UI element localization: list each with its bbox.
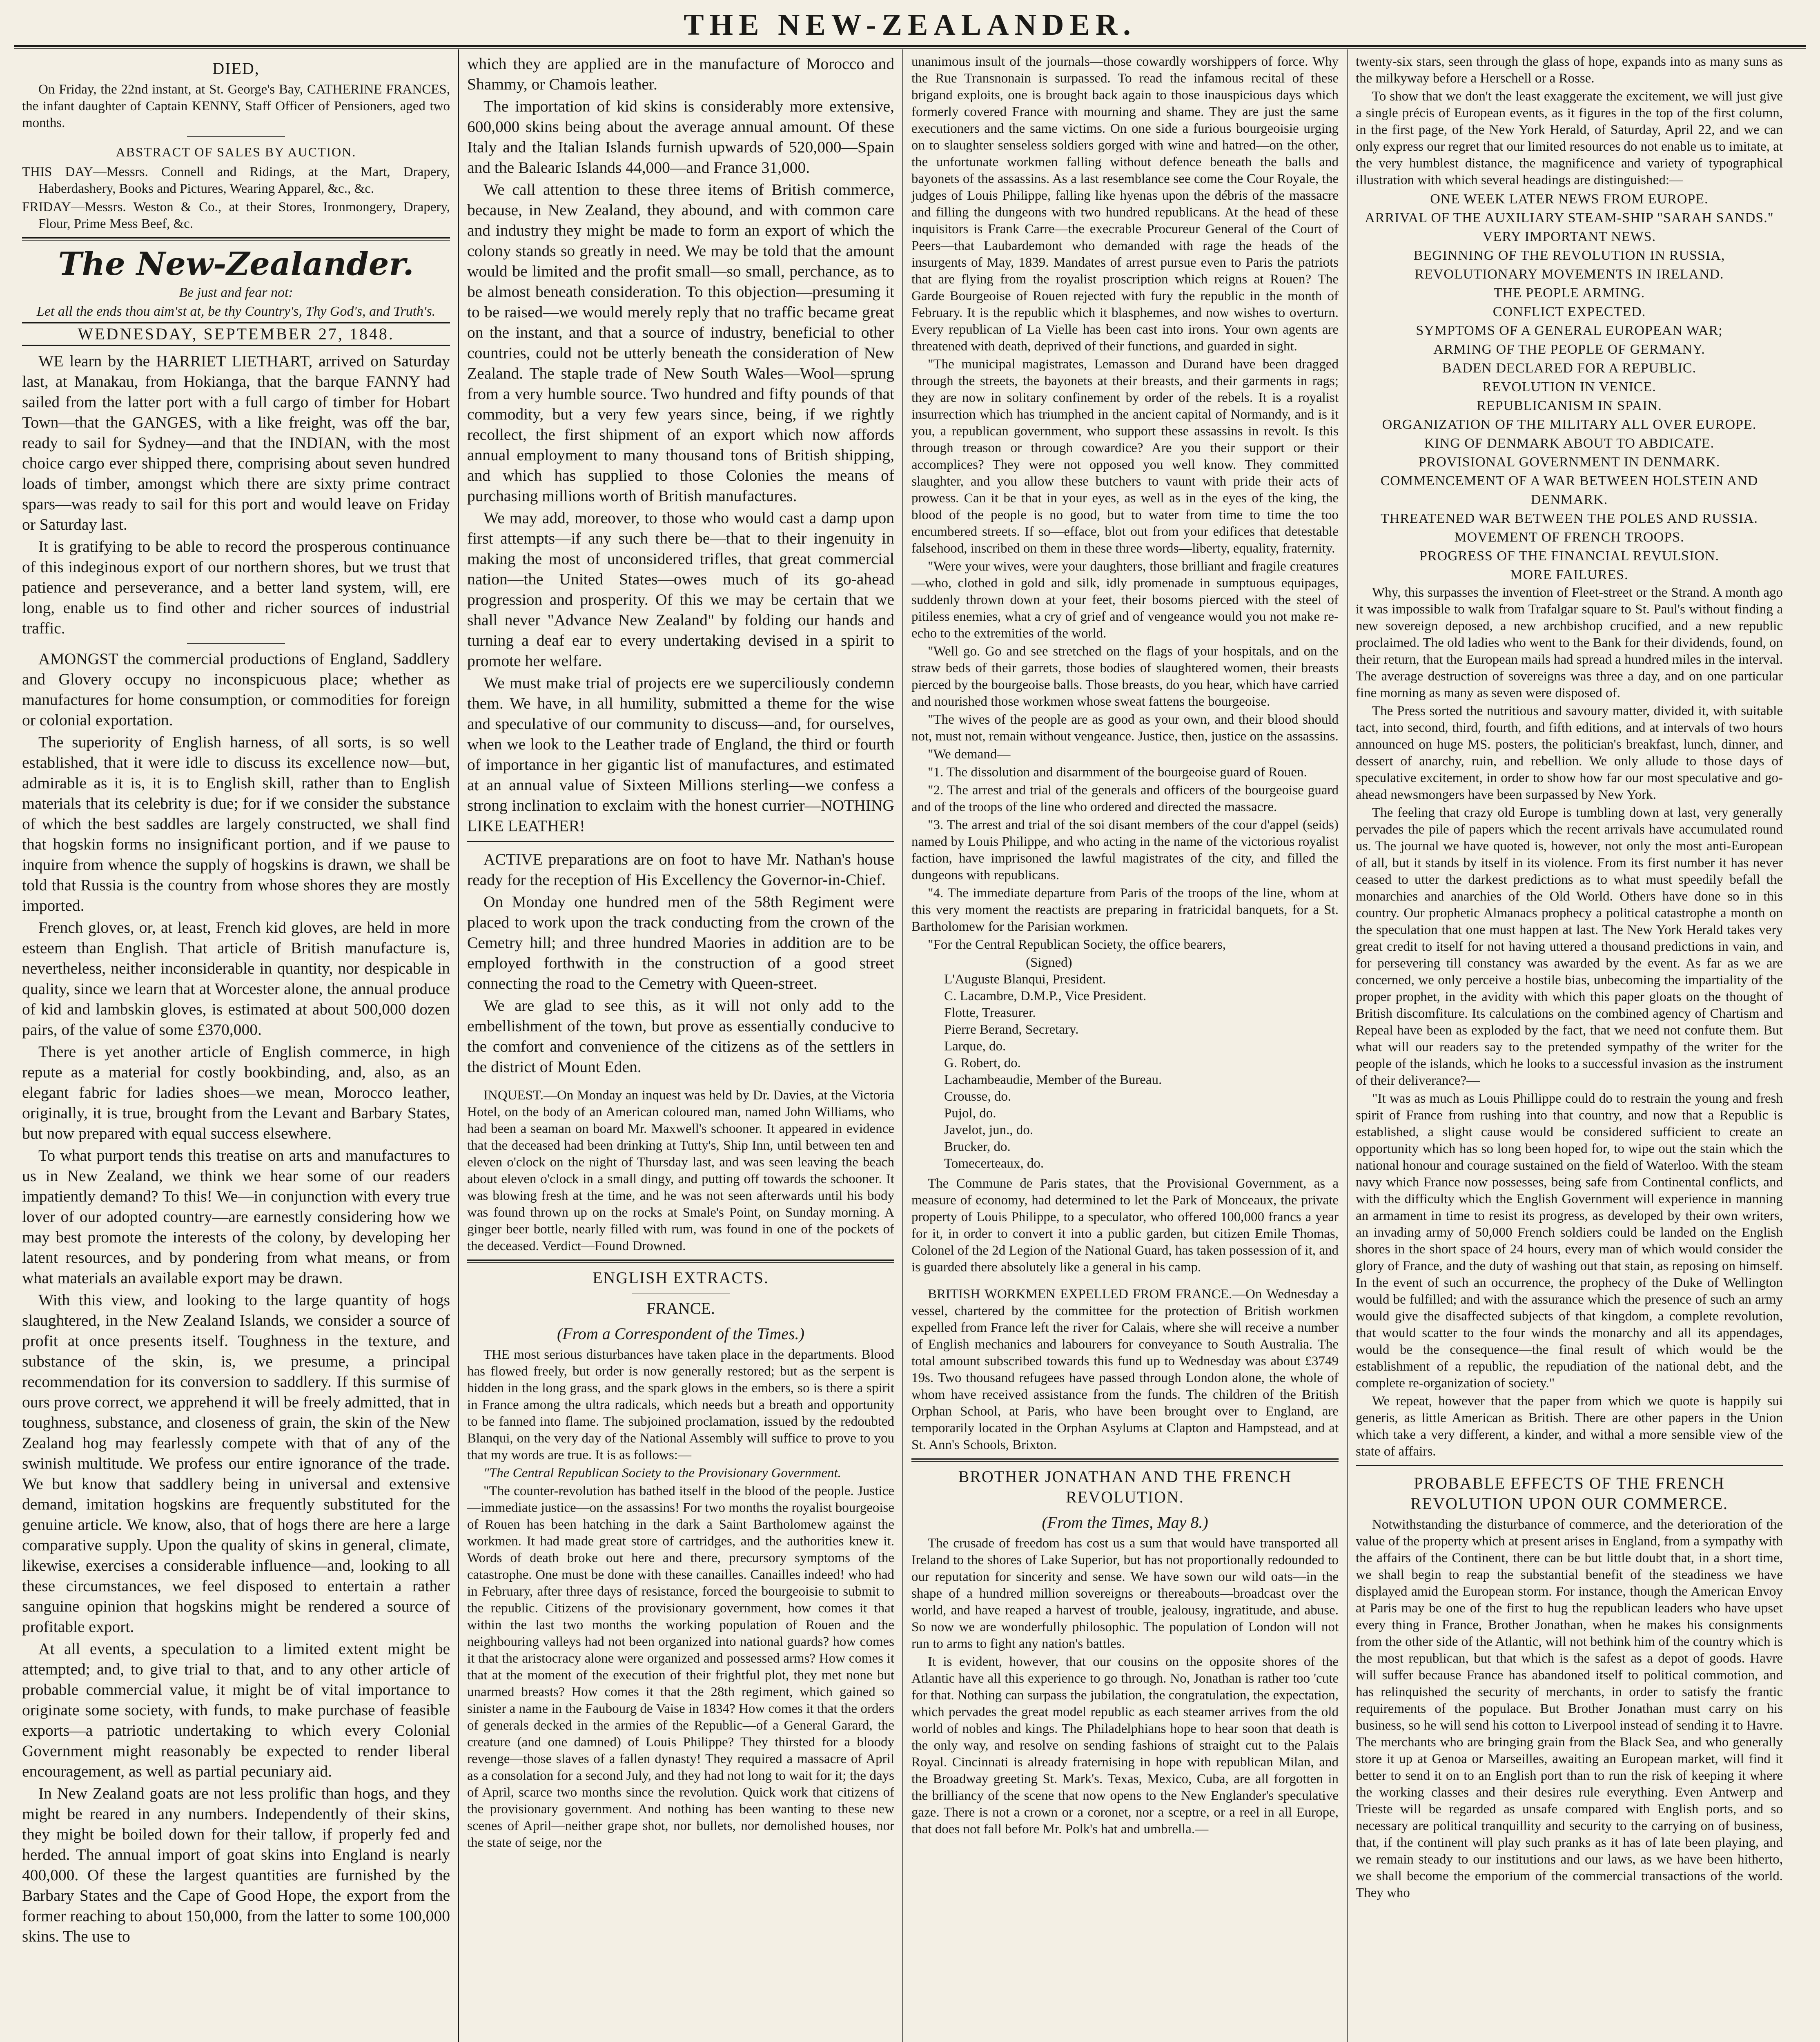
- signature-line: Flotte, Treasurer.: [944, 1005, 1036, 1020]
- signature-line: Larque, do.: [944, 1039, 1006, 1054]
- article-paragraph: "3. The arrest and trial of the soi disant members of the cour d'appel (seids) named by Louis Philippe, and who acting in the name of the victorious royalist faction, have imprisoned the lawful magistrates of the city, and filled the dungeons with republicans.: [911, 818, 1339, 883]
- masthead-title: THE NEW-ZEALANDER.: [684, 8, 1136, 42]
- article-paragraph: twenty-six stars, seen through the glass of hope, expands into as many suns as the milkyway before a Herschell or a Rosse.: [1356, 54, 1783, 86]
- signature-line: Lachambeaudie, Member of the Bureau.: [944, 1072, 1162, 1087]
- signature-line: Pierre Berand, Secretary.: [944, 1022, 1079, 1037]
- headline-item: REPUBLICANISM IN SPAIN.: [1477, 398, 1662, 413]
- article-paragraph: On Monday one hundred men of the 58th Regiment were placed to work upon the track conducting from the crown of the Cemetry hill; and three hundred Maories in addition are to be employed forthwith in the construction of a good street connecting the road to the Cemetry with Queen-street.: [467, 893, 894, 992]
- column-2: [458, 49, 902, 2042]
- article-paragraph: Notwithstanding the disturbance of commerce, and the deterioration of the value of the property which at present arises in England, from a sympathy with the affairs of the Continent, there can be but little doubt that, in a short time, we shall begin to reap the substantial benefit of the steadiness we have displayed amid the European storm. For instance, though the American Envoy at Paris may be one of the first to hug the republican leaders who have upset every thing in France, Brother Jonathan, when he makes his consignments from the other side of the Atlantic, will not bethink him of the country which is the most republican, but that which is the safest as a depot of goods. Havre will suffer because France has abandoned itself to political commotion, and has relinquished the security of merchants, in order to satisfy the frantic requirements of the populace. But Brother Jonathan must carry on his business, so he will send his cotton to Liverpool instead of sending it to Havre. The merchants who are bringing grain from the Black Sea, and who generally store it up at Genoa or Marseilles, awaiting an European market, will find it better to send it on to an English port than to run the risk of keeping it where the working classes and their desires rule everything. Even Antwerp and Trieste will be regarded as unsafe compared with English ports, and so necessary are political tranquillity and security to the carrying on of business, that, if the continent will play such pranks as it has of late been playing, and we remain steady to our institutions and our laws, as we have been hitherto, we shall become the emporium of the commercial transactions of the world. They who: [1356, 1517, 1783, 1900]
- headline-item: SYMPTOMS OF A GENERAL EUROPEAN WAR;: [1416, 323, 1723, 338]
- divider: [1356, 1465, 1783, 1468]
- article-paragraph: "The counter-revolution has bathed itself in the blood of the people. Justice—immediate justice—on the assassins! For two months the royalist bourgeoise of Rouen has been hatching in the dark a Saint Bartholomew against the workmen. It had made great store of cartridges, and the authorities knew it. Words of death broke out here and there, precursory symptoms of the catastrophe. One must be done with these canailles. Canailles indeed! who had in February, after three days of resistance, forced the bourgeoisie to submit to the republic. Citizens of the provisionary government, how comes it that within the last two months the working population of Rouen and the neighbouring valleys had not been organized into national guards? how comes it that the aristocracy alone were organized and possessed arms? How comes it that at the moment of the execution of their frightful plot, they met none but unarmed breasts? How comes it that the 28th regiment, which gained so sinister a name in the Faubourg de Vaise in 1834? How comes it that the orders of generals decked in the armies of the Republic—of a General Garard, the creature (and one damned) of Louis Philippe? They thirsted for a bloody revenge—those slaves of a fallen dynasty! They required a massacre of April as a consolation for a second July, and they had not long to wait for it; the days of April, scarce two months since the revolution. Quick work that citizens of the provisionary government. And nothing has been wanting to these new scenes of April—neither grape shot, nor bullets, nor demolished houses, nor the state of seige, nor the: [467, 1484, 894, 1850]
- article-paragraph: We must make trial of projects ere we superciliously condemn them. We have, in all humility, submitted a theme for the wise and speculative of our community to discuss—and, for ourselves, when we look to the Leather trade of England, the third or fourth of importance in her gigantic list of manufactures, and estimated at an annual value of Sixteen Millions sterling—we confess a strong inclination to exclaim with the honest currier—NOTHING LIKE LEATHER!: [467, 674, 894, 835]
- signature-line: G. Robert, do.: [944, 1056, 1021, 1070]
- masthead-rule-thin: [14, 48, 1806, 49]
- article-paragraph: WE learn by the HARRIET LIETHART, arrived on Saturday last, at Manakau, from Hokianga, that the barque FANNY had sailed from the latter port with a full cargo of timber for Hobart Town—that the GANGES, with a like freight, was off the bar, ready to sail for Sydney—and that the INDIAN, with the most choice cargo ever shipped there, comprising about seven hundred loads of timber, amongst which there are sixty prime contract spars—was ready to sail for this port and would leave on Friday or Saturday last.: [22, 352, 450, 533]
- headline-item: REVOLUTIONARY MOVEMENTS IN IRELAND.: [1415, 267, 1724, 282]
- article-paragraph: "The Central Republican Society to the Provisionary Government.: [483, 1466, 841, 1480]
- article-heading: BROTHER JONATHAN AND THE FRENCH REVOLUTION.: [958, 1467, 1292, 1506]
- headline-item: PROVISIONAL GOVERNMENT IN DENMARK.: [1418, 455, 1720, 470]
- article-paragraph: The feeling that crazy old Europe is tumbling down at last, very generally pervades the pile of papers which the recent arrivals have accumulated round us. The journal we have quoted is, however, not only the most anti-European of all, but it stands by itself in its violence. From its first number it has never ceased to utter the darkest predictions as to what must speedily befall the monarchies and anarchies of the Old World. Others have done so in this country. Our prophetic Almanacs prophecy a political catastrophe a month on the speculation that one must happen at last. The New York Herald takes very great credit to itself for not having uttered a thousand predictions in vain, and for persevering till constancy was awarded by the event. As far as we are concerned, we only perceive a hostile bias, unbecoming the impartiality of the proper prophet, in the avidity with which this paper gloats on the thought of British discomfiture. Its calculations on the combined agency of Chartism and Repeal have been as exploded by the fact, that we need not confute them. But what will our readers say to the pretended sympathy of the writer for the people of the islands, which he looks to a successful invasion as the instrument of their deliverance?—: [1356, 805, 1783, 1088]
- article-paragraph: In New Zealand goats are not less prolific than hogs, and they might be reared in any numbers. Independently of their skins, they might be boiled down for their tallow, if properly fed and herded. The annual import of goat skins into England is nearly 400,000. Of these the largest quantities are furnished by the Barbary States and the Cape of Good Hope, the export from the former reaching to about 150,000, from the latter to some 100,000 skins. The use to: [22, 1784, 450, 1945]
- article-paragraph: "4. The immediate departure from Paris of the troops of the line, whom at this very moment the reactists are preparing in fratricidal banquets, for a St. Bartholomew for the Parisian workmen.: [911, 886, 1339, 934]
- article-heading: PROBABLE EFFECTS OF THE FRENCH REVOLUTION UPON OUR COMMERCE.: [1410, 1474, 1729, 1513]
- article-paragraph: The superiority of English harness, of all sorts, is so well established, that it were idle to discuss its excellence now—but, admirable as it is, it is to English skill, rather than to English materials that its celebrity is due; for if we consider the substance of which the best saddles are largely constructed, we shall find that hogskin forms no insignificant portion, and if we pause to inquire from whence the supply of hogskins is drawn, we shall be told that Russia is the country from whose shores they are mostly imported.: [22, 733, 450, 914]
- signatories: [911, 954, 1339, 1172]
- divider: [187, 136, 285, 137]
- article-paragraph: We may add, moreover, to those who would cast a damp upon first attempts—if any such there be—that to their ingenuity in making the most of unconsidered trifles, that great commercial nation—the United States—owes much of its go-ahead progression and prosperity. Of this we may be certain that we shall never "Advance New Zealand" by folding our hands and turning a deaf ear to every undertaking devised in a spirit to promote her welfare.: [467, 509, 894, 670]
- article-paragraph: French gloves, or, at least, French kid gloves, are held in more esteem than English. That article of British manufacture is, nevertheless, neither inconsiderable in quantity, nor despicable in quality, since we learn that at Worcester alone, the annual produce of kid and lambskin gloves, is estimated at about 500,000 dozen pairs, of the value of some £370,000.: [22, 918, 450, 1039]
- section-heading: ENGLISH EXTRACTS.: [593, 1268, 769, 1287]
- signature-line: Pujol, do.: [944, 1106, 996, 1121]
- headline-item: VERY IMPORTANT NEWS.: [1482, 229, 1656, 244]
- headline-list: [1356, 190, 1783, 584]
- dateline: WEDNESDAY, SEPTEMBER 27, 1848.: [22, 322, 450, 346]
- article-paragraph: ACTIVE preparations are on foot to have Mr. Nathan's house ready for the reception of His Excellency the Governor-in-Chief.: [467, 850, 894, 889]
- signature-line: L'Auguste Blanqui, President.: [944, 972, 1106, 987]
- headline-item: PROGRESS OF THE FINANCIAL REVULSION.: [1419, 548, 1719, 564]
- article-paragraph: unanimous insult of the journals—those cowardly worshippers of force. Why the Rue Transnonain is surpassed. To read the infamous recital of these brigand exploits, one is brought back again to those inauspicious days which formerly covered France with mourning and shame. They are just the same executioners and the same victims. On one side a furious bourgeoisie urging on to slaughter senseless soldiers gorged with wine and hatred—on the other, the unfortunate workmen falling without defence beneath the balls and bayonets of the assassins. As a last resemblance see come the Cour Royale, the judges of Louis Philippe, falling like hyenas upon the débris of the massacre and filling the dungeons with two hundred republicans. At the head of these inquisitors is Frank Carre—the execrable Procureur General of the Court of Peers—that Laubardemont who demanded with rage the heads of the insurgents of May, 1839. Mandates of arrest pursue even to Paris the patriots that are flying from the royalist proscription which reigns at Rouen? The Garde Bourgeoise of Rouen rejected with fury the republic in the month of February. It is the republic which it blasphemes, and now wishes to overturn. Every republican of La Vielle has been cast into irons. Your own agents are threatened with death, deprived of their functions, and guarded in sight.: [911, 54, 1339, 354]
- article-paragraph: "2. The arrest and trial of the generals and officers of the bourgeoise guard and of the troops of the line who ordered and directed the massacre.: [911, 783, 1339, 814]
- article-paragraph: At all events, a speculation to a limited extent might be attempted; and, to give trial to that, and to any other article of probable commercial value, it might be of vital importance to originate some society, with funds, to make purchase of feasible exports—a patriotic undertaking to which every Colonial Government might reasonably be expected to render liberal encouragement, as well as partial pecuniary aid.: [22, 1640, 450, 1780]
- signature-line: Tomecerteaux, do.: [944, 1156, 1044, 1171]
- headline-item: COMMENCEMENT OF A WAR BETWEEN HOLSTEIN AND DENMARK.: [1380, 473, 1758, 507]
- article-paragraph: "It was as much as Louis Phillippe could do to restrain the young and fresh spirit of France from rushing into that country, and now that a Republic is established, a slight cause would be considered sufficient to create an opportunity which has so long been hoped for, to wipe out the stain which the national honour and courage sustained on the field of Waterloo. With the steam navy which France now possesses, being safe from Continental conflicts, and with the difficulty which the English Government will experience in manning an armament in time to resist its progress, as developed by their own writers, an invading army of 50,000 French soldiers could be landed on the English shores in the short space of 24 hours, every man of which would consider the glory of France, and the duty of washing out that stain, as reposing on himself. In the event of such an occurrence, the prophecy of the Duke of Wellington would be fulfilled; and with the assurance which the presence of such an army would give the disaffected subjects of that kingdom, a complete revolution, that would scatter to the four winds the monarchy and all its appendages, would be the consequence—the final result of which would be the establishment of a republic, the repudiation of the national debt, and the complete re-organization of society.": [1356, 1091, 1783, 1391]
- article-subheading: (From a Correspondent of the Times.): [557, 1324, 804, 1343]
- article-paragraph: There is yet another article of English commerce, in high repute as a material for costly bookbinding, and, also, as an elegant fabric for ladies shoes—we mean, Morocco leather, originally, it is true, brought from the Levant and Barbary States, but now prepared with equal success elsewhere.: [22, 1043, 450, 1142]
- headline-item: ONE WEEK LATER NEWS FROM EUROPE.: [1430, 192, 1709, 207]
- column-4: [1347, 49, 1791, 2042]
- headline-item: ARMING OF THE PEOPLE OF GERMANY.: [1433, 342, 1705, 357]
- masthead-rule: [14, 45, 1806, 47]
- headline-item: BADEN DECLARED FOR A REPUBLIC.: [1442, 361, 1697, 376]
- divider: [467, 1260, 894, 1263]
- headline-item: BEGINNING OF THE REVOLUTION IN RUSSIA,: [1413, 248, 1725, 263]
- article-paragraph: THE most serious disturbances have taken place in the departments. Blood has flowed freely, but order is now generally restored; but as the serpent is hidden in the long grass, and the spark glows in the embers, so is there a spirit in France among the ultra radicals, which needs but a breath and opportunity to be fanned into flame. The subjoined proclamation, issued by the redoubted Blanqui, on the very day of the National Assembly will suffice to prove to you that my words are true. It is as follows:—: [467, 1347, 894, 1462]
- sale-notice: THIS DAY—Messrs. Connell and Ridings, at the Mart, Drapery, Haberdashery, Books and Pictures, Wearing Apparel, &c., &c.: [22, 165, 450, 196]
- article-paragraph: We are glad to see this, as it will not only add to the embellishment of the town, but prove as essentially conducive to the comfort and convenience of the citizens as of the settlers in the district of Mount Eden.: [467, 996, 894, 1076]
- article-paragraph: The Commune de Paris states, that the Provisional Government, as a measure of economy, had determined to let the Park of Monceaux, the private property of Louis Philippe, to a speculator, who offered 100,000 francs a year for it, in order to convert it into a public garden, but citizen Emile Thomas, Colonel of the 2d Legion of the National Guard, has taken possession of it, and is guarded there absolutely like a general in his camp.: [911, 1176, 1339, 1275]
- columns: [14, 49, 1806, 2042]
- headline-item: THE PEOPLE ARMING.: [1493, 285, 1645, 301]
- divider: [911, 1458, 1339, 1462]
- signature-line: Crousse, do.: [944, 1089, 1011, 1104]
- article-paragraph: BRITISH WORKMEN EXPELLED FROM FRANCE.—On Wednesday a vessel, chartered by the committee for the protection of British workmen expelled from France left the river for Calais, where she will receive a number of English mechanics and labourers for conveyance to South Australia. The total amount subscribed towards this fund up to Wednesday was about £3749 19s. Two thousand refugees have passed through London alone, the whole of whom have received assistance from the funds. The children of the British Orphan School, at Paris, who have been brought over to England, are temporarily located in the Orphan Asylums at Clapton and Hampstead, and at St. Ann's Schools, Brixton.: [911, 1287, 1339, 1452]
- article-paragraph: "Well go. Go and see stretched on the flags of your hospitals, and on the straw beds of their garrets, those bodies of slaughtered women, their breasts pierced by the bourgeoise balls. Those breasts, do you hear, which have carried and nourished those workmen whose sweat fattens the bourgeoise.: [911, 644, 1339, 709]
- paper-name: The New-Zealander.: [58, 245, 414, 283]
- headline-item: REVOLUTION IN VENICE.: [1482, 379, 1656, 395]
- article-paragraph: The Press sorted the nutritious and savoury matter, divided it, with suitable tact, into second, third, fourth, and fifth editions, and at intervals of two hours announced on huge MS. posters, the politician's breakfast, lunch, dinner, and dessert of anarchy, ruin, and rebellion. We only allude to those days of speculative excitement, in order to show how far our most speculative and go-ahead newsmongers have been surpassed by New York.: [1356, 704, 1783, 802]
- sale-notice: FRIDAY—Messrs. Weston & Co., at their Stores, Ironmongery, Drapery, Flour, Prime Mess Beef, &c.: [22, 200, 450, 231]
- inquest-report: INQUEST.—On Monday an inquest was held by Dr. Davies, at the Victoria Hotel, on the body of an American coloured man, named John Williams, who had been a seaman on board Mr. Maxwell's schooner. It appeared in evidence that the deceased had been drinking at Tutty's, Ship Inn, until between ten and eleven o'clock on the night of Thursday last, and was seen leaving the beach about eleven o'clock in a small dingy, and putting off towards the schooner. It was blowing fresh at the time, and he was not seen afterwards until his body was found thrown up on the rocks at Smale's Point, on Sunday morning. A ginger beer bottle, nearly filled with rum, was found in one of the pockets of the deceased. Verdict—Found Drowned.: [467, 1088, 894, 1253]
- article-paragraph: To show that we don't the least exaggerate the excitement, we will just give a single précis of European events, as it figures in the top of the first column, in the first page, of the New York Herald, of Saturday, April 22, and we can only express our regret that our limited resources do not enable us to imitate, at the very humblest distance, the magnificence and variety of typographical illustration with which several headings are distinguished:—: [1356, 89, 1783, 187]
- headline-item: MOVEMENT OF FRENCH TROOPS.: [1454, 530, 1684, 545]
- article-paragraph: "1. The dissolution and disarmment of the bourgeoise guard of Rouen.: [928, 765, 1307, 780]
- article-paragraph: "We demand—: [928, 747, 1011, 762]
- article-paragraph: It is evident, however, that our cousins on the opposite shores of the Atlantic have all this experience to go through. No, Jonathan is rather too 'cute for that. Nothing can surpass the jubilation, the congratulation, the expectation, which pervades the great model republic as each steamer arrives from the old world of nobles and kings. The Philadelphians hope to hear soon that death is the only way, and resolve on sending fashions of straight cut to the Palais Royal. Cincinnati is already fraternising in hope with republican Milan, and the Broadway greeting St. Mark's. Texas, Mexico, Cuba, are all forgotten in the brilliancy of the scene that now opens to the New Englander's speculative gaze. There is not a crown or a coronet, nor a sceptre, or a reel in all Europe, that does not fall before Mr. Polk's hat and umbrella.—: [911, 1654, 1339, 1837]
- divider: [187, 643, 285, 644]
- headline-item: MORE FAILURES.: [1510, 567, 1628, 582]
- headline-item: THREATENED WAR BETWEEN THE POLES AND RUSSIA.: [1381, 511, 1758, 526]
- article-paragraph: We call attention to these three items of British commerce, because, in New Zealand, they abound, and with common care and industry they might be made to form an export of which the colony stands so greatly in need. We may be told that the amount would be limited and the profit small—so small, perchance, as to be almost beneath consideration. To this objection—presuming it to be raised—we would merely reply that no traffic became great on the instant, and that a source of industry, beneficial to other countries, could not be utterly beneath the consideration of New Zealand. The staple trade of New South Wales—Wool—sprung from a very humble source. Two hundred and fifty pounds of that commodity, but a very few years since, being, if we rightly recollect, the first shipment of an export which now affords annual employment to many thousand tons of British shipping, and which has supplied to those Colonies the means of purchasing millions worth of British manufactures.: [467, 181, 894, 505]
- article-subheading: (From the Times, May 8.): [1042, 1513, 1208, 1532]
- article-paragraph: It is gratifying to be able to record the prosperous continuance of this indeginous export of our northern shores, but we trust that patience and perseverance, and a better land system, will, ere long, enable us to find other and richer sources of industrial traffic.: [22, 537, 450, 637]
- motto-line: Let all the ends thou aim'st at, be thy Country's, Thy God's, and Truth's.: [36, 304, 436, 319]
- headline-item: KING OF DENMARK ABOUT TO ABDICATE.: [1424, 436, 1715, 451]
- motto-line: Be just and fear not:: [179, 285, 293, 300]
- headline-item: ORGANIZATION OF THE MILITARY ALL OVER EUROPE.: [1382, 417, 1757, 432]
- article-paragraph: The importation of kid skins is considerably more extensive, 600,000 skins being about the average annual amount. Of these Italy and the Italian Islands furnish upwards of 520,000—Spain and the Balearic Islands 44,000—and France 31,000.: [467, 97, 894, 176]
- headline-item: CONFLICT EXPECTED.: [1493, 304, 1646, 319]
- column-1: [14, 49, 458, 2042]
- article-paragraph: "For the Central Republican Society, the office bearers,: [928, 937, 1226, 952]
- headline-item: ARRIVAL OF THE AUXILIARY STEAM-SHIP "SARAH SANDS.": [1365, 210, 1774, 225]
- article-paragraph: "Were your wives, were your daughters, those brilliant and fragile creatures—who, clothed in gold and silk, idly promenade in sumptuous equipages, suddenly thrown down at your feet, their bosoms pierced with the steel of pitiless enemies, what a cry of grief and of vengeance would you not make re-echo to the extremities of the world.: [911, 559, 1339, 641]
- divider: [22, 237, 450, 241]
- article-paragraph: which they are applied are in the manufacture of Morocco and Shammy, or Chamois leather.: [467, 55, 894, 93]
- signature-line: Javelot, jun., do.: [944, 1123, 1034, 1137]
- abstract-heading: ABSTRACT OF SALES BY AUCTION.: [116, 145, 356, 159]
- article-paragraph: To what purport tends this treatise on arts and manufactures to us in New Zealand, we think we hear some of our readers impatiently demand? To this! We—in conjunction with every true lover of our adopted country—are earnestly considering how we may best promote the interests of the colony, by developing her latent resources, and by pondering from what means, or from what materials an available export may be drawn.: [22, 1146, 450, 1287]
- article-paragraph: We repeat, however that the paper from which we quote is happily sui generis, as little American as British. There are other papers in the Union which take a very different, a kinder, and withal a more sensible view of the state of affairs.: [1356, 1394, 1783, 1459]
- article-heading: FRANCE.: [646, 1299, 715, 1317]
- signature-line: C. Lacambre, D.M.P., Vice President.: [944, 989, 1147, 1003]
- article-paragraph: With this view, and looking to the large quantity of hogs slaughtered, in the New Zealand Islands, we consider a source of profit at once presents itself. Toughness in the texture, and substance of the skin, is, we presume, a principal recommendation for its conversion to saddlery. If this surmise of ours prove correct, we apprehend it will be freely admitted, that in toughness, substance, and closeness of grain, the skin of the New Zealand hog may fearlessly compete with that of any of the swinish multitude. We profess our entire ignorance of the trade. We but know that saddlery being in universal and extensive demand, imitation hogskins are frequently substituted for the genuine article. We know, also, that of hogs there are here a large comparative supply. Upon the quality of skins in general, climate, likewise, exercises a considerable influence—and, looking to all these circumstances, we feel disposed to entertain a rather sanguine opinion that hogskins might be rendered a source of profitable export.: [22, 1291, 450, 1636]
- article-paragraph: "The wives of the people are as good as your own, and their blood should not, must not, remain without vengeance. Justice, then, justice on the assassins.: [911, 712, 1339, 744]
- signature-line: Brucker, do.: [944, 1139, 1011, 1154]
- article-paragraph: Why, this surpasses the invention of Fleet-street or the Strand. A month ago it was impossible to walk from Trafalgar square to St. Paul's without finding a new sovereign deposed, a new archbishop crucified, and a new republic proclaimed. The old ladies who went to the Bank for their dividends, found, on their return, that the European mails had spread a hundred miles in the interval. The average destruction of sovereigns was three a day, and on one particular fine morning as many as seven were disposed of.: [1356, 585, 1783, 700]
- article-paragraph: The crusade of freedom has cost us a sum that would have transported all Ireland to the shores of Lake Superior, but has not proportionally redounded to our reputation for sincerity and sense. We have sown our wild oats—in the shape of a hundred million sovereigns or thereabouts—broadcast over the world, and have reaped a harvest of trouble, jealousy, ingratitude, and abuse. So now we are wonderfully philosophic. The population of London will not run to arms to fight any nation's battles.: [911, 1536, 1339, 1651]
- article-paragraph: AMONGST the commercial productions of England, Saddlery and Glovery occupy no inconspicuous place; whether as manufactures for home consumption, or commodities for foreign or colonial exportation.: [22, 650, 450, 729]
- column-3: [902, 49, 1347, 2042]
- signature-line: (Signed): [1026, 955, 1072, 970]
- divider: [467, 841, 894, 844]
- died-notice: On Friday, the 22nd instant, at St. George's Bay, CATHERINE FRANCES, the infant daughter of Captain KENNY, Staff Officer of Pensioners, aged two months.: [22, 82, 450, 130]
- article-paragraph: "The municipal magistrates, Lemasson and Durand have been dragged through the streets, the bayonets at their breasts, and their garments in rags; they are now in solitary confinement by order of the rebels. It is a royalist insurrection which has triumphed in the ancient capital of Normandy, and is it you, a republican government, who support these assassins in revolt. Is this through treason or through cowardice? Are you their support or their accomplices? They were not opposed you well know. They committed slaughter, and you allow these butchers to vaunt with pride their acts of prowess. Can it be that in your eyes, as well as in the eyes of the king, the blood of the people is no good, but to water from time to time the too encumbered streets. If so—efface, blot out from your edifices that detestable falsehood, inscribed on them in these three words—liberty, equality, fraternity.: [911, 357, 1339, 556]
- died-heading: DIED,: [212, 59, 260, 78]
